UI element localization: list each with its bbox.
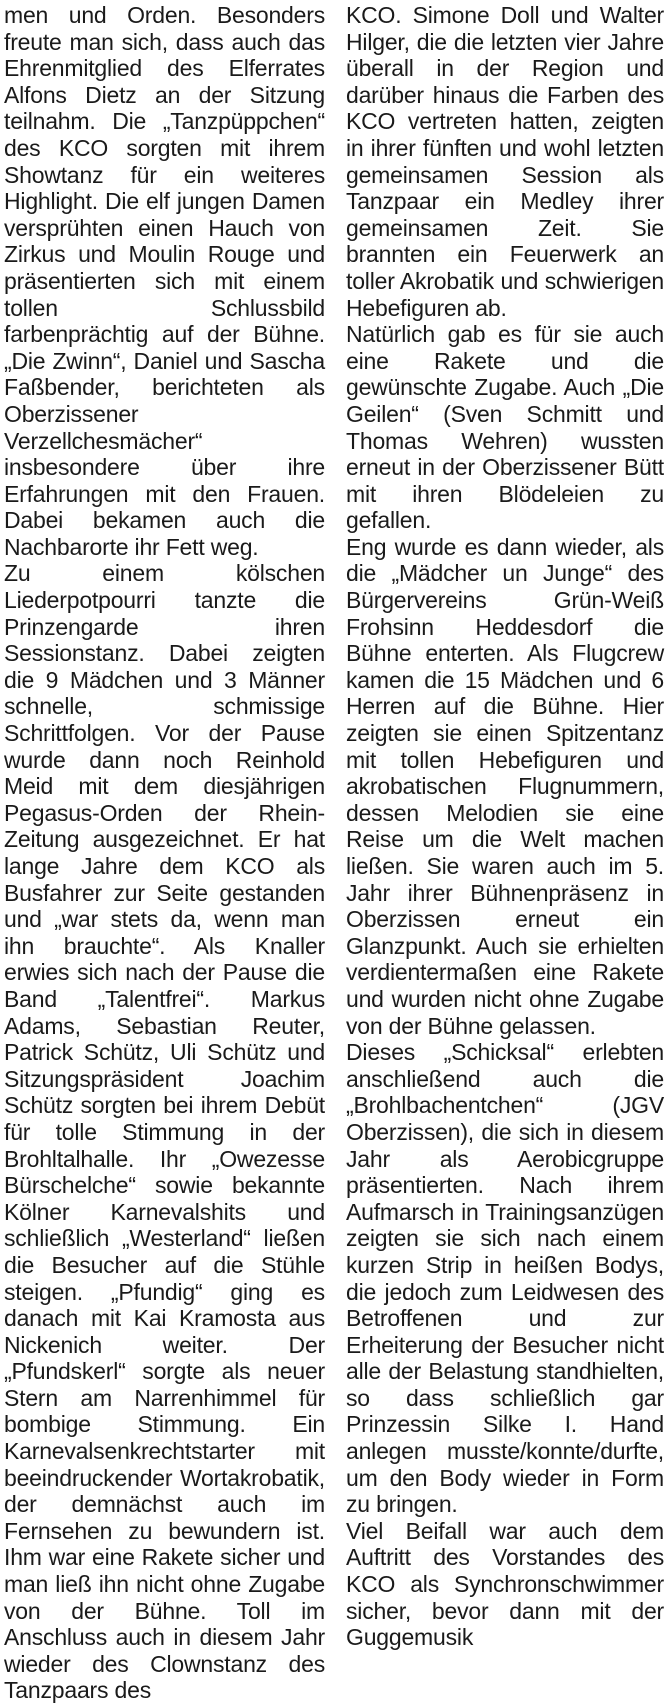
paragraph: Viel Beifall war auch dem Auftritt des Vorstandes des KCO als Synchronschwimmer sicher, bevor dann mit der Guggemusik <box>346 1517 664 1651</box>
paragraph: men und Orden. Besonders freute man sich, dass auch das Ehrenmitglied des Elferrates Alfons Dietz an der Sitzung teilnahm. Die „Tanzpüppchen“ des KCO sorgten mit ihrem Showtanz für ein weiteres Highlight. Die elf jungen Damen versprühten einen Hauch von Zirkus und Moulin Rouge und präsentierten sich mit einem tollen Schlussbild farbenprächtig auf der Bühne. „Die Zwinn“, Daniel und Sascha Faßbender, berichteten als Oberzissener Verzellchesmächer“ insbesondere über ihre Erfahrungen mit den Frauen. Dabei bekamen auch die Nachbarorte ihr Fett weg. <box>4 2 325 560</box>
right-column <box>340 2 666 1651</box>
left-column <box>0 2 329 1704</box>
paragraph: KCO. Simone Doll und Walter Hilger, die die letzten vier Jahre überall in der Region und darüber hinaus die Farben des KCO vertreten hatten, zeigten in ihrer fünften und wohl letzten gemeinsamen Session als Tanzpaar ein Medley ihrer gemeinsamen Zeit. Sie brannten ein Feuerwerk an toller Akrobatik und schwierigen Hebefiguren ab. <box>346 2 664 321</box>
paragraph: Natürlich gab es für sie auch eine Rakete und die gewünschte Zugabe. Auch „Die Geilen“ (Sven Schmitt und Thomas Wehren) wussten erneut in der Oberzissener Bütt mit ihren Blödeleien zu gefallen. <box>346 321 664 534</box>
paragraph: Dieses „Schicksal“ erlebten anschließend auch die „Brohlbachentchen“ (JGV Oberzissen), die sich in diesem Jahr als Aerobicgruppe präsentierten. Nach ihrem Aufmarsch in Trainingsanzügen zeigten sie sich nach einem kurzen Strip in heißen Bodys, die jedoch zum Leidwesen des Betroffenen und zur Erheiterung der Besucher nicht alle der Belastung standhielten, so dass schließlich gar Prinzessin Silke I. Hand anlegen musste/konnte/durfte, um den Body wieder in Form zu bringen. <box>346 1039 664 1518</box>
paragraph: Zu einem kölschen Liederpotpourri tanzte die Prinzengarde ihren Sessionstanz. Dabei zeigten die 9 Mädchen und 3 Männer schnelle, schmissige Schrittfolgen. Vor der Pause wurde dann noch Reinhold Meid mit dem diesjährigen Pegasus-Orden der Rhein-Zeitung ausgezeichnet. Er hat lange Jahre dem KCO als Busfahrer zur Seite gestanden und „war stets da, wenn man ihn brauchte“. Als Knaller erwies sich nach der Pause die Band „Talentfrei“. Markus Adams, Sebastian Reuter, Patrick Schütz, Uli Schütz und Sitzungspräsident Joachim Schütz sorgten bei ihrem Debüt für tolle Stimmung in der Brohltalhalle. Ihr „Owezesse Bürschelche“ sowie bekannte Kölner Karnevalshits und schließlich „Westerland“ ließen die Besucher auf die Stühle steigen. „Pfundig“ ging es danach mit Kai Kramosta aus Nickenich weiter. Der „Pfundskerl“ sorgte als neuer Stern am Narrenhimmel für bombige Stimmung. Ein Karnevalsenkrechtstarter mit beeindruckender Wortakrobatik, der demnächst auch im Fernsehen zu bewundern ist. Ihm war eine Rakete sicher und man ließ ihn nicht ohne Zugabe von der Bühne. Toll im Anschluss auch in diesem Jahr wieder des Clownstanz des Tanzpaars des <box>4 560 325 1704</box>
paragraph: Eng wurde es dann wieder, als die „Mädcher un Junge“ des Bürgervereins Grün-Weiß Frohsinn Heddesdorf die Bühne enterten. Als Flugcrew kamen die 15 Mädchen und 6 Herren auf die Bühne. Hier zeigten sie einen Spitzentanz mit tollen Hebefiguren und akrobatischen Flugnummern, dessen Melodien sie eine Reise um die Welt machen ließen. Sie waren auch im 5. Jahr ihrer Bühnenpräsenz in Oberzissen erneut ein Glanzpunkt. Auch sie erhielten verdientermaßen eine Rakete und wurden nicht ohne Zugabe von der Bühne gelassen. <box>346 533 664 1039</box>
